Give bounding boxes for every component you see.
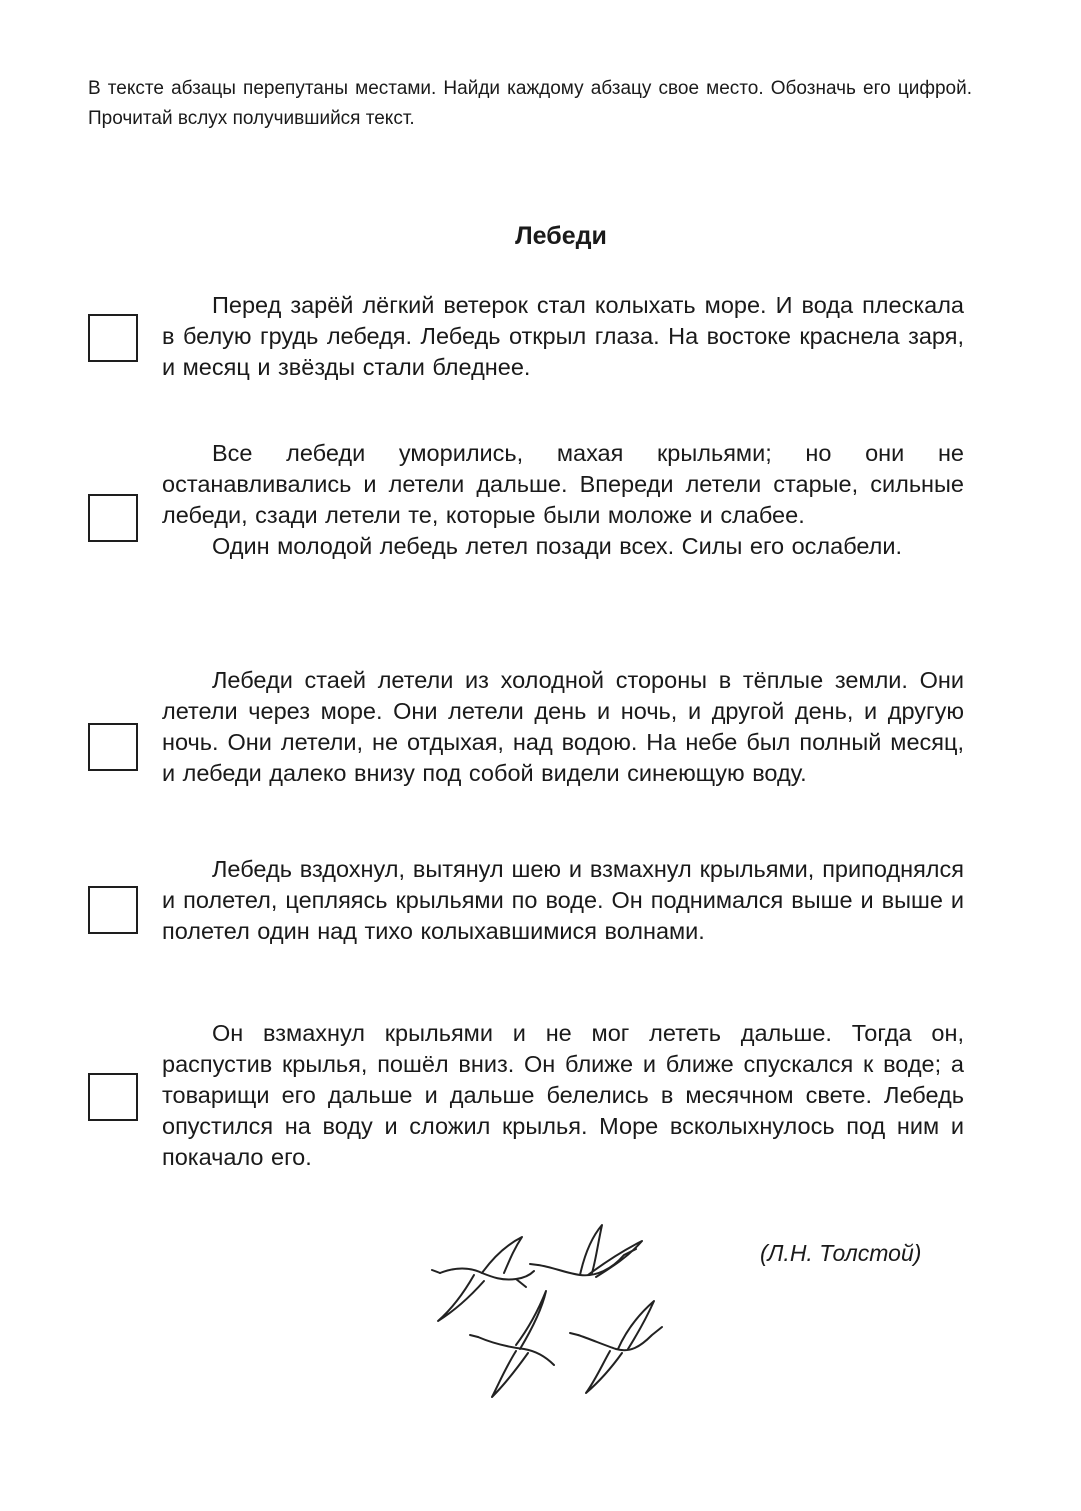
paragraph-2 [162,438,964,562]
author-attribution: (Л.Н. Толстой) [760,1240,922,1266]
paragraph-4 [162,854,964,947]
story-title: Лебеди [515,222,607,250]
swan-icon-2 [530,1225,642,1277]
paragraph-2-text-a: Все лебеди уморились, махая крыльями; но они не останавливались и летели дальше. Впереди летели старые, сильные лебеди, сзади летели те, которые были моложе и слабее. [162,440,964,528]
paragraph-number-box-1[interactable] [88,314,138,362]
paragraph-5-text: Он взмахнул крыльями и не мог лететь дальше. Тогда он, распустив крылья, пошёл вниз. Он ближе и ближе спускался к воде; а товарищи его дальше и дальше белелись в месячном свете. Лебедь опустился на воду и сложил крылья. Море всколыхнулось под ним и покачало его. [162,1020,964,1170]
paragraph-5 [162,1018,964,1173]
paragraph-4-text: Лебедь вздохнул, вытянул шею и взмахнул крыльями, приподнялся и полетел, цепляясь крыльями по воде. Он поднимался выше и выше и полетел один над тихо колыхавшимися волнами. [162,856,964,944]
paragraph-2-text-b: Один молодой лебедь летел позади всех. Силы его ослабели. [212,533,903,559]
paragraph-number-box-4[interactable] [88,886,138,934]
swan-icon-4 [570,1301,662,1393]
paragraph-1-text: Перед зарёй лёгкий ветерок стал колыхать море. И вода плескала в белую грудь лебедя. Лебедь открыл глаза. На востоке краснела заря, и месяц и звёзды стали бледнее. [162,292,964,380]
paragraph-number-box-5[interactable] [88,1073,138,1121]
paragraph-3 [162,665,964,789]
paragraph-number-box-3[interactable] [88,723,138,771]
swan-icon-1 [432,1237,534,1321]
swan-icon-3 [470,1291,554,1397]
paragraph-1 [162,290,964,383]
flying-swans-illustration [420,1215,680,1405]
paragraph-number-box-2[interactable] [88,494,138,542]
paragraph-3-text: Лебеди стаей летели из холодной стороны в тёплые земли. Они летели через море. Они летели день и ночь, и другой день, и другую ночь. Они летели, не отдыхая, над водою. На небе был полный месяц, и лебеди далеко внизу под собой видели синеющую воду. [162,667,964,786]
task-instruction: В тексте абзацы перепутаны местами. Найди каждому абзацу свое место. Обозначь его цифрой. Прочитай вслух получившийся текст. [88,78,972,129]
